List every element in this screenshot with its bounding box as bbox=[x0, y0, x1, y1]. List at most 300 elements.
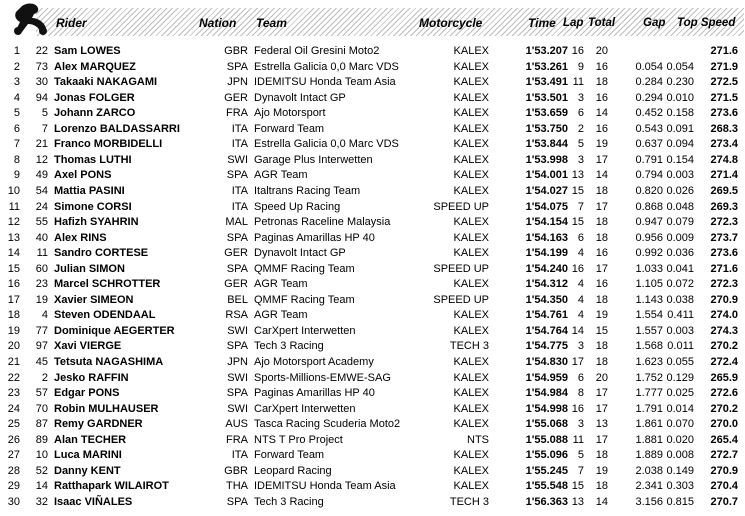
nation: RSA bbox=[225, 309, 248, 322]
gap-previous: 0.041 bbox=[666, 262, 694, 275]
motorcycle: KALEX bbox=[453, 464, 489, 477]
rider-number: 22 bbox=[35, 45, 48, 57]
rider-number: 55 bbox=[35, 216, 48, 229]
best-lap: 3 bbox=[577, 153, 584, 166]
gap-previous: 0.158 bbox=[666, 107, 694, 120]
table-row bbox=[0, 106, 745, 122]
total-laps: 13 bbox=[595, 418, 608, 431]
header-lap: Lap bbox=[563, 17, 584, 29]
top-speed: 271.6 bbox=[710, 45, 738, 57]
team: Italtrans Racing Team bbox=[254, 184, 361, 197]
rider-name: Ratthapark WILAIROT bbox=[54, 480, 169, 493]
nation: GER bbox=[224, 91, 248, 104]
top-speed: 265.9 bbox=[710, 371, 738, 384]
nation: GER bbox=[224, 278, 248, 291]
gap-first: 1.143 bbox=[635, 293, 663, 306]
position: 17 bbox=[7, 293, 20, 306]
rider-name: Franco MORBIDELLI bbox=[54, 138, 163, 151]
motorcycle: KALEX bbox=[453, 184, 489, 197]
team: Paginas Amarillas HP 40 bbox=[254, 231, 375, 244]
table-row bbox=[0, 402, 745, 418]
table-row bbox=[0, 246, 745, 262]
position: 9 bbox=[13, 169, 20, 182]
position: 16 bbox=[7, 278, 20, 291]
team: Ajo Motorsport Academy bbox=[254, 356, 374, 368]
motorcycle: NTS bbox=[467, 433, 489, 446]
position: 8 bbox=[13, 153, 20, 166]
rider-name: Isaac VIÑALES bbox=[54, 495, 133, 508]
nation: BEL bbox=[227, 293, 248, 306]
best-lap: 5 bbox=[577, 138, 584, 151]
top-speed: 270.2 bbox=[710, 340, 738, 353]
nation: FRA bbox=[226, 433, 248, 446]
gap-first: 0.868 bbox=[635, 200, 663, 213]
gap-first: 1.554 bbox=[635, 309, 663, 322]
gap-previous: 0.020 bbox=[666, 433, 694, 446]
motorcycle: KALEX bbox=[453, 278, 489, 291]
gap-previous: 0.230 bbox=[666, 76, 694, 89]
header-team: Team bbox=[256, 16, 287, 30]
team: Ajo Motorsport bbox=[254, 107, 326, 120]
lap-time: 1'54.764 bbox=[525, 324, 568, 337]
table-row bbox=[0, 91, 745, 107]
total-laps: 18 bbox=[595, 449, 608, 462]
motorcycle: KALEX bbox=[453, 480, 489, 493]
total-laps: 14 bbox=[595, 107, 608, 120]
nation: ITA bbox=[231, 200, 248, 213]
rider-name: Lorenzo BALDASSARRI bbox=[54, 122, 180, 135]
rider-name: Hafizh SYAHRIN bbox=[54, 216, 139, 229]
motorcycle-rider-icon bbox=[8, 2, 52, 36]
position: 25 bbox=[7, 418, 20, 431]
motorcycle: KALEX bbox=[453, 309, 489, 322]
motorcycle: KALEX bbox=[453, 169, 489, 182]
position: 27 bbox=[7, 449, 20, 462]
position: 30 bbox=[7, 495, 20, 508]
best-lap: 8 bbox=[577, 387, 584, 400]
gap-first: 0.294 bbox=[635, 91, 663, 104]
gap-first: 2.038 bbox=[635, 464, 663, 477]
lap-time: 1'54.001 bbox=[525, 169, 568, 182]
total-laps: 18 bbox=[595, 216, 608, 229]
gap-first: 1.568 bbox=[635, 340, 663, 353]
top-speed: 274.3 bbox=[710, 324, 738, 337]
nation: SWI bbox=[227, 371, 248, 384]
gap-previous: 0.025 bbox=[666, 387, 694, 400]
team: Dynavolt Intact GP bbox=[254, 91, 346, 104]
best-lap: 4 bbox=[577, 293, 584, 306]
total-laps: 20 bbox=[595, 371, 608, 384]
position: 19 bbox=[7, 324, 20, 337]
table-row bbox=[0, 433, 745, 449]
motorcycle: SPEED UP bbox=[433, 293, 489, 306]
motorcycle: KALEX bbox=[453, 153, 489, 166]
position: 18 bbox=[7, 309, 20, 322]
top-speed: 271.6 bbox=[710, 262, 738, 275]
table-row bbox=[0, 324, 745, 340]
gap-first: 0.637 bbox=[635, 138, 663, 151]
rider-number: 14 bbox=[35, 480, 48, 493]
position: 1 bbox=[13, 45, 20, 57]
total-laps: 18 bbox=[595, 293, 608, 306]
table-row bbox=[0, 371, 745, 387]
team: CarXpert Interwetten bbox=[254, 402, 356, 415]
nation: SPA bbox=[226, 231, 248, 244]
gap-previous: 0.054 bbox=[666, 60, 694, 73]
best-lap: 15 bbox=[571, 184, 584, 197]
position: 4 bbox=[13, 91, 20, 104]
table-row bbox=[0, 60, 745, 76]
table-row bbox=[0, 479, 745, 495]
nation: ITA bbox=[231, 122, 248, 135]
team: Estrella Galicia 0,0 Marc VDS bbox=[254, 138, 399, 151]
total-laps: 16 bbox=[595, 91, 608, 104]
nation: ITA bbox=[231, 184, 248, 197]
rider-number: 73 bbox=[35, 60, 48, 73]
best-lap: 3 bbox=[577, 340, 584, 353]
team: Tasca Racing Scuderia Moto2 bbox=[254, 418, 401, 431]
rider-number: 94 bbox=[35, 91, 48, 104]
rider-number: 87 bbox=[35, 418, 48, 431]
position: 22 bbox=[7, 371, 20, 384]
team: Speed Up Racing bbox=[254, 200, 341, 213]
gap-previous: 0.003 bbox=[666, 324, 694, 337]
table-row bbox=[0, 168, 745, 184]
gap-first: 0.054 bbox=[635, 60, 663, 73]
lap-time: 1'55.088 bbox=[525, 433, 568, 446]
lap-time: 1'54.163 bbox=[525, 231, 568, 244]
team: QMMF Racing Team bbox=[254, 262, 355, 275]
rider-name: Mattia PASINI bbox=[54, 184, 125, 197]
gap-previous: 0.014 bbox=[666, 402, 694, 415]
nation: SPA bbox=[226, 387, 248, 400]
total-laps: 19 bbox=[595, 464, 608, 477]
top-speed: 273.4 bbox=[710, 138, 738, 151]
position: 10 bbox=[7, 184, 20, 197]
gap-first: 1.777 bbox=[635, 387, 663, 400]
gap-previous: 0.008 bbox=[666, 449, 694, 462]
top-speed: 273.6 bbox=[710, 107, 738, 120]
nation: SPA bbox=[226, 340, 248, 353]
rider-name: Danny KENT bbox=[54, 464, 121, 477]
best-lap: 9 bbox=[577, 60, 584, 73]
motorcycle: KALEX bbox=[453, 387, 489, 400]
gap-previous: 0.003 bbox=[666, 169, 694, 182]
best-lap: 15 bbox=[571, 216, 584, 229]
gap-first: 1.033 bbox=[635, 262, 663, 275]
header-time: Time bbox=[528, 16, 556, 30]
motorcycle: KALEX bbox=[453, 402, 489, 415]
header-motorcycle: Motorcycle bbox=[419, 16, 483, 30]
rider-number: 54 bbox=[35, 184, 48, 197]
team: AGR Team bbox=[254, 169, 308, 182]
lap-time: 1'55.068 bbox=[525, 418, 568, 431]
gap-first: 1.861 bbox=[635, 418, 663, 431]
motorcycle: KALEX bbox=[453, 231, 489, 244]
position: 7 bbox=[13, 138, 20, 151]
best-lap: 6 bbox=[577, 371, 584, 384]
nation: THA bbox=[226, 480, 248, 493]
rider-number: 40 bbox=[35, 231, 48, 244]
top-speed: 270.4 bbox=[710, 480, 738, 493]
rider-name: Xavier SIMEON bbox=[54, 293, 134, 306]
nation: SWI bbox=[227, 402, 248, 415]
gap-first: 0.956 bbox=[635, 231, 663, 244]
gap-first: 0.284 bbox=[635, 76, 663, 89]
total-laps: 18 bbox=[595, 76, 608, 89]
table-row bbox=[0, 262, 745, 278]
gap-previous: 0.079 bbox=[666, 216, 694, 229]
lap-time: 1'53.659 bbox=[525, 107, 568, 120]
best-lap: 5 bbox=[577, 449, 584, 462]
lap-time: 1'53.207 bbox=[525, 45, 568, 57]
table-row bbox=[0, 75, 745, 91]
lap-time: 1'56.363 bbox=[525, 495, 568, 508]
lap-time: 1'54.984 bbox=[525, 387, 568, 400]
motorcycle: KALEX bbox=[453, 356, 489, 368]
position: 20 bbox=[7, 340, 20, 353]
motorcycle: KALEX bbox=[453, 324, 489, 337]
rider-number: 77 bbox=[35, 324, 48, 337]
lap-time: 1'54.027 bbox=[525, 184, 568, 197]
team: AGR Team bbox=[254, 278, 308, 291]
gap-previous: 0.038 bbox=[666, 293, 694, 306]
position: 24 bbox=[7, 402, 20, 415]
nation: SPA bbox=[226, 262, 248, 275]
best-lap: 14 bbox=[571, 324, 584, 337]
top-speed: 272.7 bbox=[710, 449, 738, 462]
top-speed: 273.6 bbox=[710, 247, 738, 260]
gap-previous: 0.411 bbox=[667, 309, 694, 322]
lap-time: 1'53.491 bbox=[525, 76, 568, 89]
motorcycle: TECH 3 bbox=[449, 495, 489, 508]
rider-name: Robin MULHAUSER bbox=[54, 402, 159, 415]
header-band bbox=[36, 8, 744, 36]
table-header bbox=[0, 0, 745, 38]
top-speed: 270.9 bbox=[710, 293, 738, 306]
gap-previous: 0.055 bbox=[666, 356, 694, 368]
best-lap: 16 bbox=[571, 402, 584, 415]
rider-number: 11 bbox=[36, 247, 48, 260]
total-laps: 18 bbox=[595, 231, 608, 244]
best-lap: 17 bbox=[571, 356, 584, 368]
rider-number: 89 bbox=[35, 433, 48, 446]
rider-name: Edgar PONS bbox=[54, 387, 120, 400]
gap-first: 0.452 bbox=[635, 107, 663, 120]
lap-time: 1'55.245 bbox=[525, 464, 568, 477]
table-row bbox=[0, 215, 745, 231]
rider-number: 7 bbox=[41, 122, 48, 135]
gap-first: 1.105 bbox=[635, 278, 663, 291]
motorcycle: KALEX bbox=[453, 418, 489, 431]
position: 11 bbox=[8, 200, 20, 213]
gap-first: 1.752 bbox=[635, 371, 663, 384]
lap-time: 1'54.350 bbox=[525, 293, 568, 306]
rider-name: Jonas FOLGER bbox=[54, 91, 135, 104]
rider-number: 49 bbox=[35, 169, 48, 182]
rider-name: Remy GARDNER bbox=[54, 418, 143, 431]
team: Estrella Galicia 0,0 Marc VDS bbox=[254, 60, 399, 73]
top-speed: 272.3 bbox=[710, 216, 738, 229]
gap-first: 1.791 bbox=[635, 402, 663, 415]
nation: SPA bbox=[226, 60, 248, 73]
lap-time: 1'54.199 bbox=[525, 247, 568, 260]
table-row bbox=[0, 122, 745, 138]
nation: ITA bbox=[231, 138, 248, 151]
team: IDEMITSU Honda Team Asia bbox=[254, 480, 396, 493]
total-laps: 17 bbox=[595, 402, 608, 415]
position: 5 bbox=[13, 107, 20, 120]
rider-number: 2 bbox=[41, 371, 48, 384]
rider-number: 24 bbox=[35, 200, 48, 213]
best-lap: 3 bbox=[577, 418, 584, 431]
motorcycle: KALEX bbox=[453, 138, 489, 151]
position: 6 bbox=[13, 122, 20, 135]
table-row bbox=[0, 339, 745, 355]
gap-first: 1.881 bbox=[635, 433, 663, 446]
nation: SWI bbox=[227, 324, 248, 337]
table-row bbox=[0, 200, 745, 216]
table-row bbox=[0, 293, 745, 309]
best-lap: 3 bbox=[577, 91, 584, 104]
gap-previous: 0.149 bbox=[666, 464, 694, 477]
table-row bbox=[0, 277, 745, 293]
table-row bbox=[0, 355, 745, 371]
best-lap: 11 bbox=[572, 76, 584, 89]
position: 15 bbox=[7, 262, 20, 275]
team: NTS T Pro Project bbox=[254, 433, 343, 446]
nation: GER bbox=[224, 247, 248, 260]
rider-number: 57 bbox=[35, 387, 48, 400]
rider-number: 21 bbox=[35, 138, 48, 151]
lap-time: 1'53.750 bbox=[525, 122, 568, 135]
header-top-speed: Top Speed bbox=[677, 17, 736, 29]
gap-previous: 0.072 bbox=[666, 278, 694, 291]
team: Dynavolt Intact GP bbox=[254, 247, 346, 260]
gap-previous: 0.011 bbox=[667, 340, 694, 353]
team: Sports-Millions-EMWE-SAG bbox=[254, 371, 391, 384]
total-laps: 18 bbox=[595, 340, 608, 353]
table-row bbox=[0, 464, 745, 480]
nation: SPA bbox=[226, 495, 248, 508]
gap-previous: 0.070 bbox=[666, 418, 694, 431]
total-laps: 19 bbox=[595, 138, 608, 151]
table-row bbox=[0, 386, 745, 402]
top-speed: 269.3 bbox=[710, 200, 738, 213]
gap-previous: 0.036 bbox=[666, 247, 694, 260]
table-row bbox=[0, 153, 745, 169]
best-lap: 7 bbox=[577, 200, 584, 213]
lap-time: 1'54.312 bbox=[525, 278, 568, 291]
rider-name: Johann ZARCO bbox=[54, 107, 136, 120]
table-row bbox=[0, 417, 745, 433]
table-row bbox=[0, 231, 745, 247]
motorcycle: KALEX bbox=[453, 91, 489, 104]
header-nation: Nation bbox=[199, 16, 237, 30]
gap-first: 0.794 bbox=[635, 169, 663, 182]
position: 13 bbox=[7, 231, 20, 244]
motorcycle: TECH 3 bbox=[449, 340, 489, 353]
rider-name: Steven ODENDAAL bbox=[54, 309, 156, 322]
motorcycle: KALEX bbox=[453, 247, 489, 260]
total-laps: 17 bbox=[595, 262, 608, 275]
rider-name: Alex RINS bbox=[54, 231, 107, 244]
rider-name: Thomas LUTHI bbox=[54, 153, 132, 166]
top-speed: 272.3 bbox=[710, 278, 738, 291]
header-gap: Gap bbox=[643, 17, 666, 29]
nation: GBR bbox=[224, 45, 248, 57]
total-laps: 18 bbox=[595, 184, 608, 197]
gap-first: 1.557 bbox=[635, 324, 663, 337]
nation: AUS bbox=[225, 418, 248, 431]
rider-number: 45 bbox=[35, 356, 48, 368]
best-lap: 16 bbox=[571, 262, 584, 275]
rider-number: 52 bbox=[35, 464, 48, 477]
top-speed: 270.9 bbox=[710, 464, 738, 477]
team: CarXpert Interwetten bbox=[254, 324, 356, 337]
best-lap: 13 bbox=[571, 495, 584, 508]
table-row bbox=[0, 448, 745, 464]
lap-time: 1'54.959 bbox=[525, 371, 568, 384]
total-laps: 20 bbox=[595, 45, 608, 57]
table-row bbox=[0, 44, 745, 60]
team: Leopard Racing bbox=[254, 464, 332, 477]
team: Forward Team bbox=[254, 449, 325, 462]
header-total: Total bbox=[588, 17, 616, 29]
rider-number: 5 bbox=[41, 107, 48, 120]
lap-time: 1'53.261 bbox=[525, 60, 568, 73]
team: AGR Team bbox=[254, 309, 308, 322]
gap-previous: 0.010 bbox=[666, 91, 694, 104]
top-speed: 273.7 bbox=[710, 231, 738, 244]
lap-time: 1'54.830 bbox=[525, 356, 568, 368]
best-lap: 2 bbox=[577, 122, 584, 135]
lap-time: 1'55.096 bbox=[525, 449, 568, 462]
motorcycle: KALEX bbox=[453, 449, 489, 462]
gap-first: 2.341 bbox=[635, 480, 663, 493]
total-laps: 16 bbox=[595, 278, 608, 291]
lap-time: 1'53.501 bbox=[525, 91, 568, 104]
best-lap: 6 bbox=[577, 231, 584, 244]
top-speed: 271.4 bbox=[710, 169, 738, 182]
top-speed: 272.4 bbox=[710, 356, 738, 368]
lap-time: 1'55.548 bbox=[525, 480, 568, 493]
lap-time: 1'54.775 bbox=[525, 340, 568, 353]
rider-number: 4 bbox=[41, 309, 48, 322]
table-row bbox=[0, 137, 745, 153]
total-laps: 17 bbox=[595, 153, 608, 166]
rider-number: 12 bbox=[35, 153, 48, 166]
rider-name: Alex MARQUEZ bbox=[54, 60, 136, 73]
team: Tech 3 Racing bbox=[254, 495, 324, 508]
gap-previous: 0.303 bbox=[666, 480, 694, 493]
rider-number: 10 bbox=[35, 449, 48, 462]
motorcycle: KALEX bbox=[453, 216, 489, 229]
rider-name: Julian SIMON bbox=[54, 262, 125, 275]
top-speed: 274.8 bbox=[710, 153, 738, 166]
top-speed: 271.9 bbox=[710, 60, 738, 73]
gap-previous: 0.009 bbox=[666, 231, 694, 244]
motorcycle: KALEX bbox=[453, 371, 489, 384]
rider-name: Marcel SCHROTTER bbox=[54, 278, 161, 291]
top-speed: 265.4 bbox=[710, 433, 738, 446]
top-speed: 268.3 bbox=[710, 122, 738, 135]
position: 28 bbox=[7, 464, 20, 477]
position: 21 bbox=[7, 356, 20, 368]
rider-number: 70 bbox=[35, 402, 48, 415]
best-lap: 6 bbox=[577, 107, 584, 120]
rider-name: Luca MARINI bbox=[54, 449, 122, 462]
